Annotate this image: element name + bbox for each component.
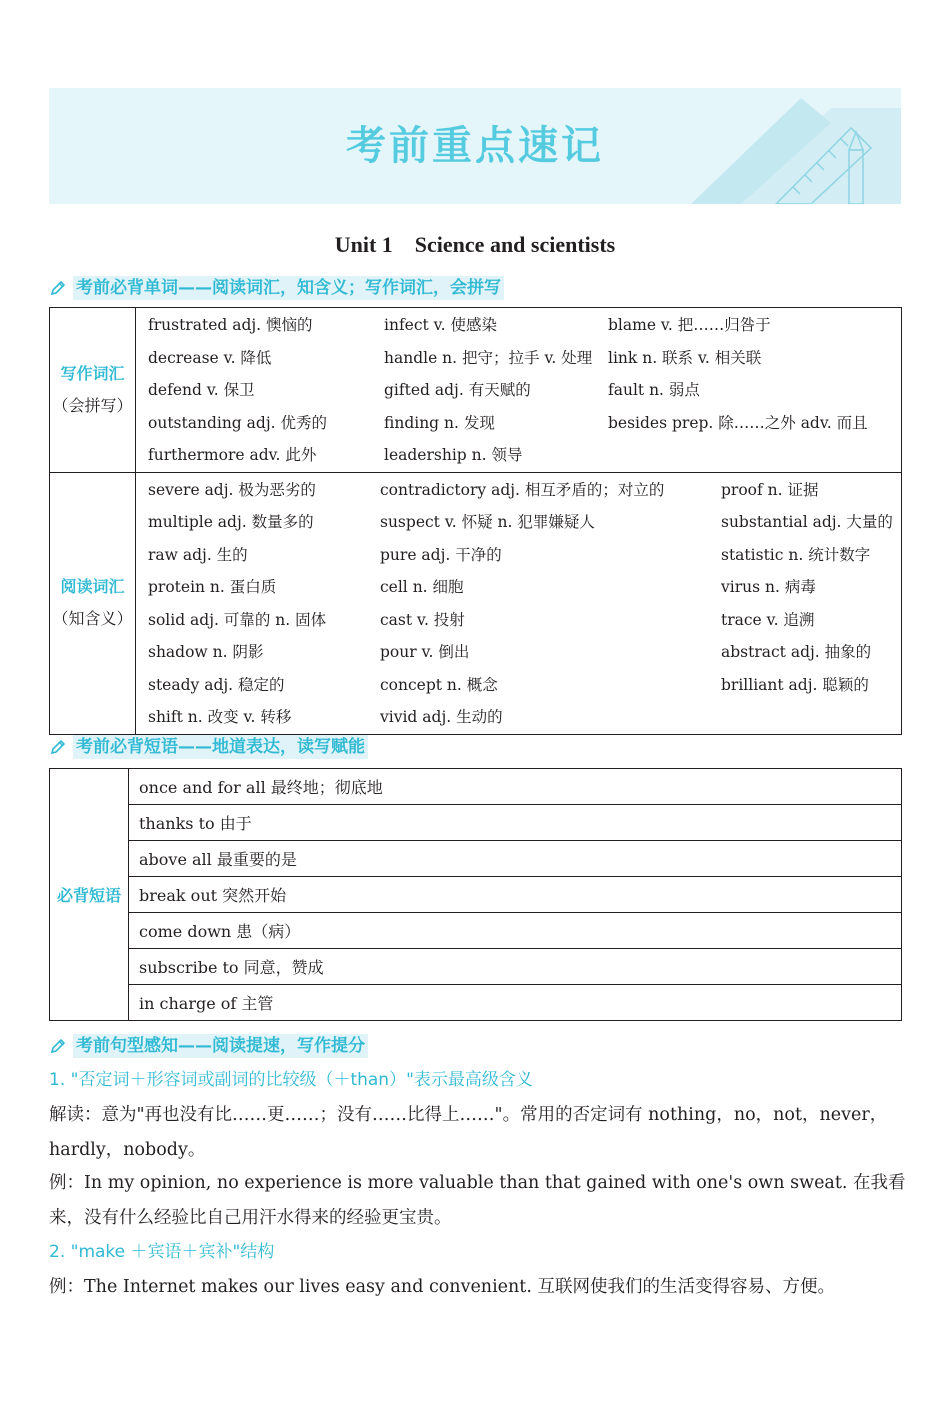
pattern-1-example: 例：In my opinion, no experience is more valuable than that gained with one's own sweat. 在我看来，没有什么经验比自己用汗水得来的经验更宝贵。 [49,1173,906,1228]
phrase-item: once and for all 最终地；彻底地 [129,769,902,805]
header-banner [49,88,901,204]
reading-vocab-row [50,472,902,734]
vocab-item: blame v. 把……归咎于 [608,316,771,334]
pattern-1-title: 1. "否定词＋形容词或副词的比较级（＋than）"表示最高级含义 [49,1070,533,1090]
reading-vocab-category [50,472,136,734]
vocab-item: decrease v. 降低 [148,348,272,367]
writing-vocab-row [50,308,902,473]
unit-label: Unit 1 [334,232,393,257]
pencil-icon [49,738,67,756]
vocab-item: steady adj. 稳定的 [148,675,285,694]
phrase-item: above all 最重要的是 [129,841,902,877]
pencil-icon [49,279,67,297]
table-row [50,877,902,913]
vocab-item: abstract adj. 抽象的 [721,643,872,661]
vocab-item: brilliant adj. 聪颖的 [721,675,869,694]
pattern-1-explanation: 解读：意为"再也没有比……更……；没有……比得上……"。常用的否定词有 nothing，no，not，never，hardly，nobody。 [49,1105,888,1160]
phrase-item: thanks to 由于 [129,805,902,841]
vocab-item: pure adj. 干净的 [380,545,502,564]
vocab-item: pour v. 倒出 [380,643,470,661]
vocab-item: proof n. 证据 [721,480,819,499]
vocab-table [49,307,902,735]
phrases-category: 必背短语 [50,769,129,1021]
vocab-item: trace v. 追溯 [721,610,815,629]
vocab-item: substantial adj. 大量的 [721,513,893,531]
writing-vocab-words [136,308,902,473]
vocab-item: leadership n. 领导 [384,446,523,464]
writing-category-label: 写作词汇 [60,363,125,383]
vocab-item: besides prep. 除……之外 adv. 而且 [608,413,868,432]
vocab-item: frustrated adj. 懊恼的 [148,316,313,334]
writing-vocab-category [50,308,136,473]
vocab-item: suspect v. 怀疑 n. 犯罪嫌疑人 [380,513,595,531]
table-row [50,913,902,949]
vocab-item: concept n. 概念 [380,675,498,694]
vocab-item: finding n. 发现 [384,413,495,432]
vocab-item: virus n. 病毒 [721,578,816,596]
patterns-section-heading [49,1033,368,1059]
vocab-item: vivid adj. 生动的 [380,708,503,726]
pencil-icon [49,1037,67,1055]
phrases-section-heading [49,734,368,760]
vocab-item: severe adj. 极为恶劣的 [148,480,316,499]
vocab-section-heading [49,275,504,301]
vocab-item: fault n. 弱点 [608,381,700,399]
phrase-item: break out 突然开始 [129,877,902,913]
vocab-item: defend v. 保卫 [148,381,255,399]
vocab-item: solid adj. 可靠的 n. 固体 [148,610,327,629]
vocab-item: protein n. 蛋白质 [148,578,277,596]
phrase-item: come down 患（病） [129,913,902,949]
pattern-2-example: 例：The Internet makes our lives easy and convenient. 互联网使我们的生活变得容易、方便。 [49,1277,835,1297]
phrase-item: in charge of 主管 [129,985,902,1021]
writing-category-note: （会拼写） [52,395,133,415]
unit-name: Science and scientists [414,232,616,257]
vocab-item: multiple adj. 数量多的 [148,513,314,531]
vocab-item: furthermore adv. 此外 [148,446,317,464]
table-row [50,769,902,805]
vocab-item: raw adj. 生的 [148,545,248,564]
phrases-heading-text: 考前必背短语——地道表达，读写赋能 [73,735,368,759]
vocab-item: cell n. 细胞 [380,578,464,596]
vocab-item: shift n. 改变 v. 转移 [148,708,292,726]
reading-category-label: 阅读词汇 [60,577,125,596]
patterns-heading-text: 考前句型感知——阅读提速，写作提分 [73,1034,368,1058]
reading-category-note: （知含义） [52,609,133,628]
vocab-item: cast v. 投射 [380,610,465,629]
vocab-item: infect v. 使感染 [384,316,497,334]
vocab-item: contradictory adj. 相互矛盾的；对立的 [380,480,665,499]
vocab-item: outstanding adj. 优秀的 [148,413,327,432]
phrase-item: subscribe to 同意，赞成 [129,949,902,985]
vocab-item: gifted adj. 有天赋的 [384,381,531,399]
unit-title [0,232,950,258]
table-row [50,841,902,877]
banner-title: 考前重点速记 [346,123,604,169]
vocab-item: statistic n. 统计数字 [721,545,871,564]
table-row [50,985,902,1021]
vocab-item: handle n. 把守；拉手 v. 处理 [384,348,593,367]
vocab-item: shadow n. 阴影 [148,643,264,661]
reading-vocab-words [136,472,902,734]
table-row [50,805,902,841]
vocab-item: link n. 联系 v. 相关联 [608,348,762,367]
pattern-2-title: 2. "make ＋宾语＋宾补"结构 [49,1242,275,1262]
table-row [50,949,902,985]
phrases-table [49,768,902,1021]
vocab-heading-text: 考前必背单词——阅读词汇，知含义；写作词汇，会拼写 [73,276,504,300]
